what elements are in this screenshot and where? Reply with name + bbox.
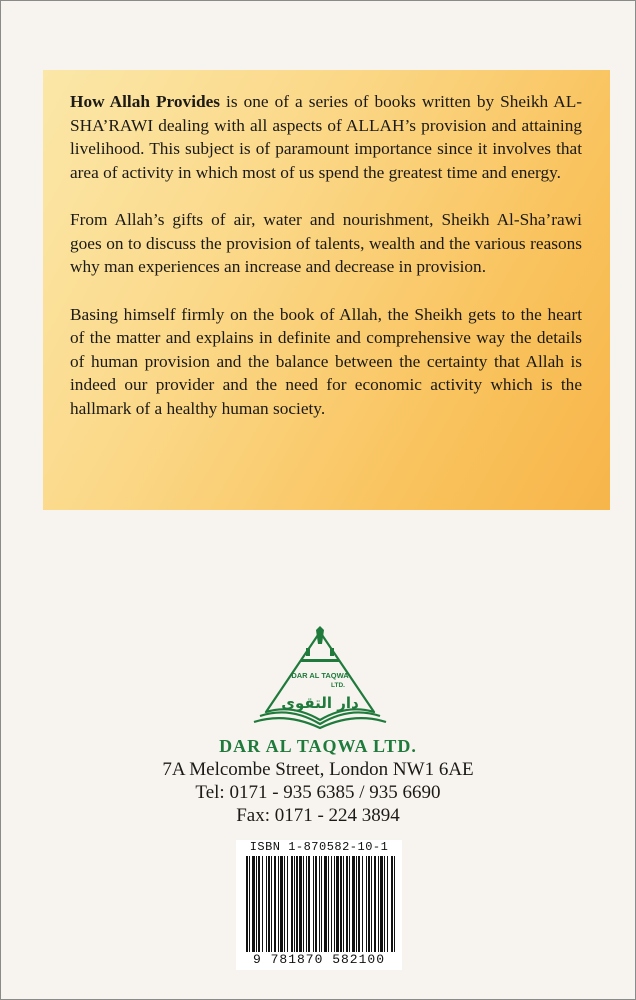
barcode-stripe xyxy=(371,856,372,952)
barcode-stripe xyxy=(303,856,304,952)
barcode-stripe xyxy=(308,856,310,952)
barcode-stripe xyxy=(384,856,385,952)
barcode-stripe xyxy=(328,856,329,952)
paragraph-3: Basing himself firmly on the book of Allah, the Sheikh gets to the heart of the matter and explains in definite and comprehensive way the details of human provision and the balance between the certainty that Allah is indeed our provider and the need for economic activity which is the hallmark of a healthy human society. xyxy=(70,304,582,418)
barcode-stripe xyxy=(387,856,388,952)
barcode xyxy=(236,840,402,970)
description-panel xyxy=(43,70,610,510)
barcode-stripe xyxy=(358,856,360,952)
barcode-stripe xyxy=(274,856,276,952)
barcode-stripe xyxy=(299,856,302,952)
barcode-stripe xyxy=(349,856,350,952)
barcode-stripe xyxy=(366,856,367,952)
barcode-stripe xyxy=(271,856,272,952)
barcode-stripe xyxy=(336,856,339,952)
paragraph-1-text: is one of a series of books written by Sheikh AL-SHA’RAWI dealing with all aspects of ALLAH’s provision and attaining livelihood. This subject is of paramount importance since it involves that area of activity in which most of us spend the greatest time and energy. xyxy=(70,92,582,182)
publisher-logo xyxy=(246,626,394,734)
barcode-digits: 9 781870 582100 xyxy=(252,952,386,967)
barcode-stripe xyxy=(324,856,327,952)
barcode-stripe xyxy=(291,856,293,952)
logo-text-ltd: LTD. xyxy=(331,682,345,689)
publisher-name: DAR AL TAQWA LTD. xyxy=(219,736,417,756)
barcode-stripe xyxy=(262,856,263,952)
barcode-stripe xyxy=(284,856,285,952)
publisher-fax: Fax: 0171 - 224 3894 xyxy=(236,805,400,826)
barcode-stripe xyxy=(334,856,335,952)
paragraph-1 xyxy=(70,90,582,184)
barcode-stripe xyxy=(315,856,317,952)
barcode-stripe xyxy=(278,856,279,952)
logo-arabic-text: دار التقوى xyxy=(281,694,359,712)
barcode-stripe xyxy=(296,856,298,952)
barcode-stripe xyxy=(258,856,260,952)
barcode-stripe xyxy=(268,856,270,952)
barcode-stripe xyxy=(294,856,295,952)
barcode-stripe xyxy=(394,856,395,952)
barcode-stripe xyxy=(280,856,283,952)
barcode-stripe xyxy=(249,856,250,952)
isbn-label: ISBN 1-870582-10-1 xyxy=(249,840,389,854)
barcode-bars xyxy=(246,856,396,952)
barcode-stripe xyxy=(266,856,267,952)
barcode-stripe xyxy=(256,856,257,952)
barcode-stripe xyxy=(374,856,376,952)
barcode-stripe xyxy=(319,856,320,952)
barcode-stripe xyxy=(313,856,314,952)
barcode-stripe xyxy=(287,856,288,952)
barcode-stripe xyxy=(346,856,348,952)
publisher-address: 7A Melcombe Street, London NW1 6AE xyxy=(162,759,474,780)
barcode-stripe xyxy=(321,856,322,952)
barcode-stripe xyxy=(352,856,355,952)
barcode-stripe xyxy=(331,856,332,952)
barcode-stripe xyxy=(246,856,248,952)
barcode-stripe xyxy=(306,856,307,952)
paragraph-2: From Allah’s gifts of air, water and nourishment, Sheikh Al-Sha’rawi goes on to discuss the provision of talents, wealth and the various reasons why man experiences an increase and decrease in provision. xyxy=(70,210,582,276)
barcode-stripe xyxy=(378,856,379,952)
barcode-stripe xyxy=(252,856,255,952)
barcode-stripe xyxy=(380,856,383,952)
publisher-telephone: Tel: 0171 - 935 6385 / 935 6690 xyxy=(195,782,441,803)
barcode-stripe xyxy=(362,856,363,952)
logo-text-name: DAR AL TAQWA xyxy=(291,671,349,680)
barcode-stripe xyxy=(343,856,344,952)
barcode-stripe xyxy=(356,856,357,952)
book-title: How Allah Provides xyxy=(70,92,221,111)
barcode-stripe xyxy=(368,856,370,952)
barcode-stripe xyxy=(391,856,393,952)
barcode-stripe xyxy=(340,856,342,952)
